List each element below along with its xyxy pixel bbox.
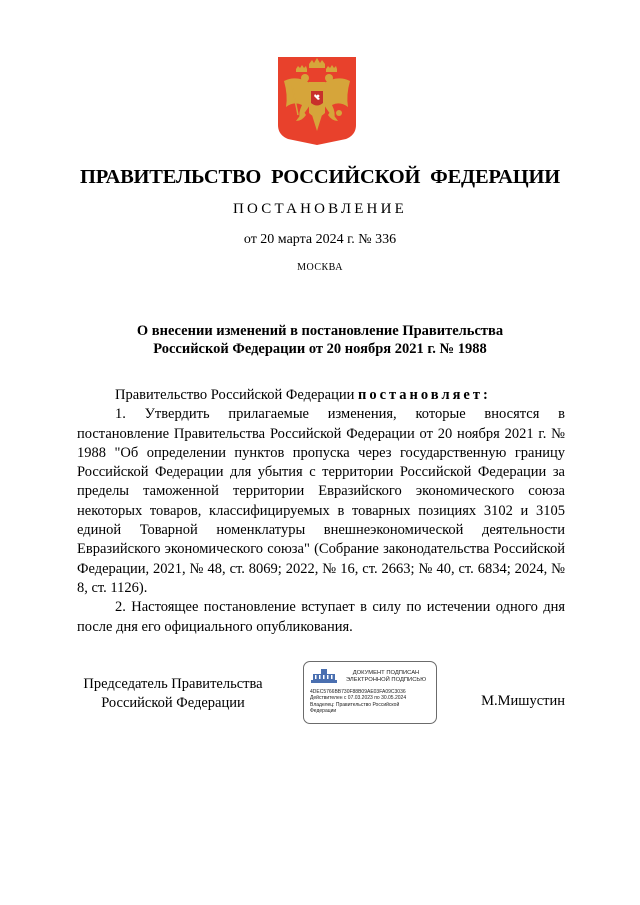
russian-coat-of-arms-icon: [276, 55, 358, 147]
signatory-position: [78, 675, 268, 713]
intro-paragraph: [77, 386, 565, 405]
document-date-number: от 20 марта 2024 г. № 336: [243, 232, 397, 247]
subject-line-1: О внесении изменений в постановление Правительства: [136, 323, 504, 339]
government-building-icon: [310, 668, 338, 684]
stamp-certificate: 4DEC5766BB730F88B09AE03FA09C3036: [310, 689, 406, 695]
position-line-1: Председатель Правительства: [83, 676, 263, 692]
stamp-details: [310, 689, 434, 714]
item-1-paragraph: 1. Утвердить прилагаемые изменения, которые вносятся в постановление Правительства Российской Федерации от 20 ноября 2021 г. № 1988 "Об определении пунктов пропуска через государственную границу Российской Федерации для убытия с территории Российской Федерации за пределы таможенной территории Евразийского экономического союза некоторых товаров, классифицируемых в товарных позициях 3102 и 3105 единой Товарной номенклатуры внешнеэкономической деятельности Евразийского экономического союза" (Собрание законодательства Российской Федерации, 2021, № 48, ст. 8069; 2022, № 16, ст. 2663; № 40, ст. 6834; 2024, № 8, ст. 1126).: [77, 406, 565, 596]
document-body: [77, 386, 565, 637]
item-2-paragraph: 2. Настоящее постановление вступает в силу по истечении одного дня после дня его официального опубликования.: [77, 599, 565, 635]
intro-prefix: Правительство Российской Федерации: [115, 387, 355, 403]
stamp-title: [340, 670, 432, 684]
signer-name: М.Мишустин: [481, 693, 565, 709]
stamp-validity: Действителен с 07.03.2023 по 30.05.2024: [310, 695, 407, 702]
decree-word: постановляет:: [357, 387, 491, 403]
stamp-owner-line-1: Владелец: Правительство Российской: [310, 701, 400, 708]
document-type: ПОСТАНОВЛЕНИЕ: [233, 201, 407, 217]
document-subject: [60, 322, 580, 358]
stamp-title-line-2: ЭЛЕКТРОННОЙ ПОДПИСЬЮ: [345, 677, 427, 683]
government-title: ПРАВИТЕЛЬСТВО РОССИЙСКОЙ ФЕДЕРАЦИИ: [80, 166, 560, 188]
stamp-title-line-1: ДОКУМЕНТ ПОДПИСАН: [352, 670, 420, 676]
document-city: МОСКВА: [297, 262, 343, 273]
electronic-signature-stamp: [303, 661, 437, 724]
position-line-2: Российской Федерации: [101, 695, 245, 711]
subject-line-2: Российской Федерации от 20 ноября 2021 г. № 1988: [153, 341, 487, 357]
stamp-owner-line-2: Федерации: [310, 707, 337, 714]
